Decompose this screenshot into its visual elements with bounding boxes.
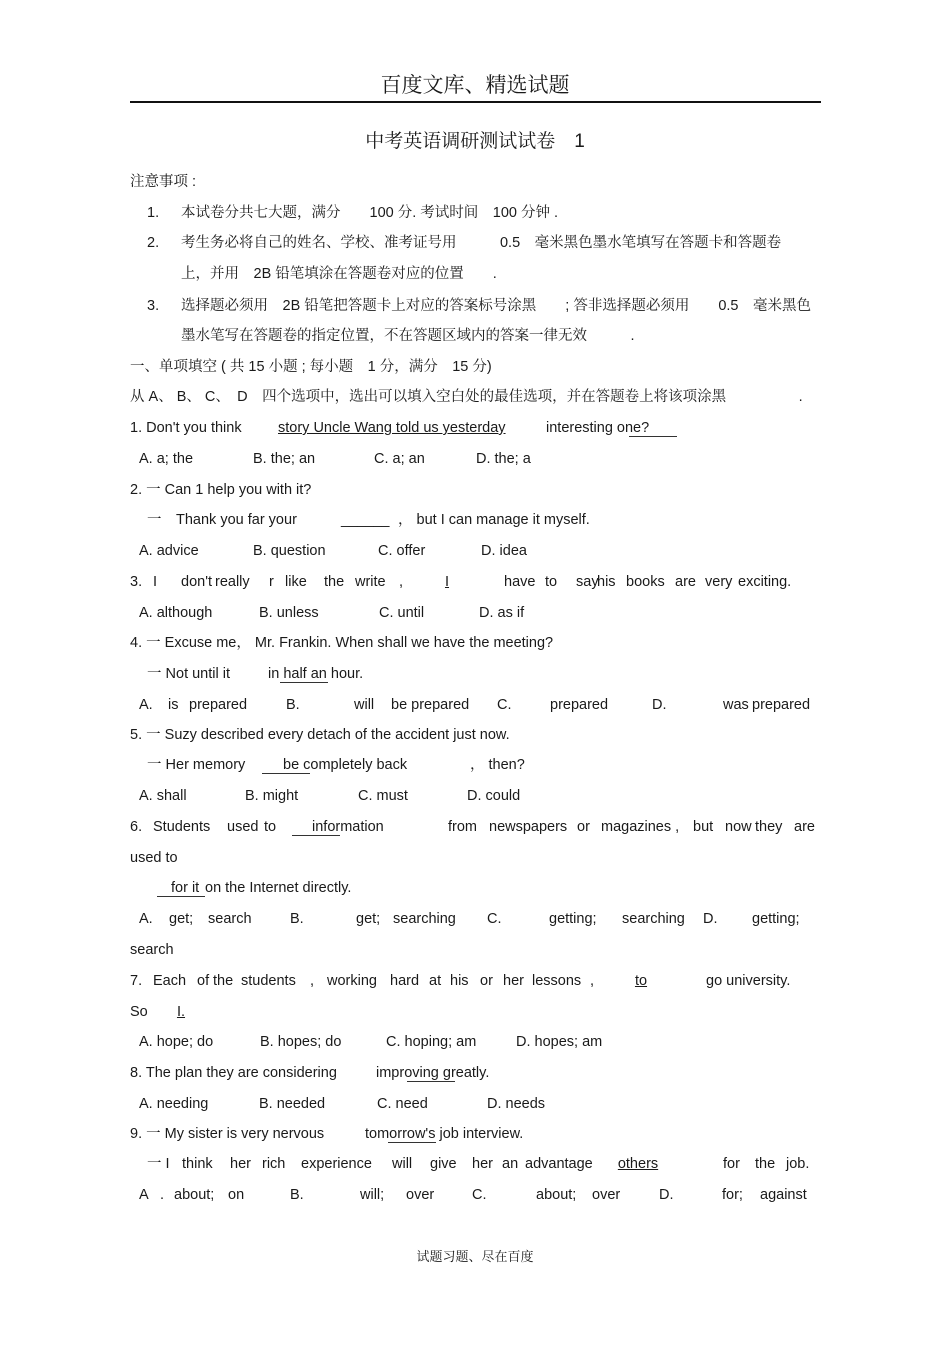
q2-stem-part2: ， but I can manage it myself. [398, 512, 590, 528]
q7-word: Each [153, 973, 187, 989]
q8-option-c: C. need [377, 1096, 428, 1112]
q7-so: So [130, 1004, 148, 1020]
note-2-text-line2: 上，并用 2B 铅笔填涂在答题卷对应的位置 . [181, 266, 497, 282]
q1-stem-part3: interesting one? [546, 420, 650, 436]
q3-word: exciting. [738, 574, 792, 590]
q8-option-b: B. needed [259, 1096, 326, 1112]
q4-option-a-text: prepared [189, 697, 248, 713]
q9-option-d-label: D. [659, 1187, 674, 1203]
q9-stem-part2: tomorrow's job interview. [365, 1126, 524, 1142]
q4-option-d-text: prepared [752, 697, 811, 713]
q7-word: 7. [130, 973, 143, 989]
q3-word: to [545, 574, 558, 590]
q9-word: give [430, 1156, 457, 1172]
q3-word: 3. [130, 574, 143, 590]
q4-option-d-label: D. [652, 697, 667, 713]
q4-option-b-text: be prepared [391, 697, 470, 713]
note-1-text: 本试卷分共七大题，满分 100 分. 考试时间 100 分钟 . [181, 205, 559, 221]
q6-option-a-label: A. [139, 911, 153, 927]
q1-stem-part2: story Uncle Wang told us yesterday [278, 420, 506, 436]
q9-blank-line [388, 1142, 436, 1143]
q3-word: have [504, 574, 536, 590]
q2-stem-line1: 2. 一 Can 1 help you with it? [130, 482, 312, 498]
q3-word: really [215, 574, 250, 590]
section-instruction: 从 A、 B、 C、 D 四个选项中，选出可以填入空白处的最佳选项，并在答题卷上将该项涂黑 . [130, 389, 803, 405]
q9-word: job. [786, 1156, 810, 1172]
q6-word: from [448, 819, 477, 835]
q6-word: used [227, 819, 259, 835]
q9-option-c-label: C. [472, 1187, 487, 1203]
q7-word: go university. [706, 973, 791, 989]
q3-option-a: A. although [139, 605, 213, 621]
q9-word: for [723, 1156, 740, 1172]
q6-word: newspapers [489, 819, 568, 835]
q7-option-c: C. hoping; am [386, 1034, 477, 1050]
q6-option-d-label: D. [703, 911, 718, 927]
q8-blank-line [407, 1081, 455, 1082]
q2-option-d: D. idea [481, 543, 527, 559]
q6-blank-line [292, 835, 340, 836]
q7-word: or [480, 973, 493, 989]
q1-option-b: B. the; an [253, 451, 316, 467]
q6-stem-line2: used to [130, 850, 178, 866]
q9-option-b-label: B. [290, 1187, 304, 1203]
q5-option-c: C. must [358, 788, 408, 804]
q5-option-d: D. could [467, 788, 521, 804]
q4-option-a-text: is [168, 697, 179, 713]
q7-word: her [503, 973, 524, 989]
q1-option-c: C. a; an [374, 451, 425, 467]
header-title: 百度文库、精选试题 [380, 73, 570, 97]
q6-word: 6. [130, 819, 143, 835]
q9-stem-part1: 9. 一 My sister is very nervous [130, 1126, 325, 1142]
note-2-number: 2. [147, 235, 160, 251]
q9-option-c-text: over [592, 1187, 621, 1203]
q6-word: information [312, 819, 384, 835]
q6-word: but [693, 819, 714, 835]
q3-word: his [597, 574, 616, 590]
q7-word: at [429, 973, 442, 989]
q9-option-b-text: over [406, 1187, 435, 1203]
q3-word: are [675, 574, 696, 590]
q7-word: students [241, 973, 296, 989]
q3-word: r [269, 574, 274, 590]
q9-word: her [472, 1156, 493, 1172]
q7-option-d: D. hopes; am [516, 1034, 603, 1050]
q9-option-c-text: about; [536, 1187, 577, 1203]
q9-word: her [230, 1156, 251, 1172]
page-footer: 试题习题、尽在百度 [416, 1249, 534, 1264]
q7-word: , [590, 973, 595, 989]
q4-option-d-text: was [723, 697, 749, 713]
q6-option-d-text-wrap: search [130, 942, 174, 958]
q3-word: books [626, 574, 665, 590]
q6-stem-line3-part1: for it [171, 880, 200, 896]
q9-word: rich [262, 1156, 286, 1172]
note-2-text-line1: 考生务必将自己的姓名、学校、准考证号用 0.5 毫米黑色墨水笔填写在答题卡和答题卷 [181, 235, 782, 251]
q1-option-a: A. a; the [139, 451, 194, 467]
q7-blank: to [634, 973, 648, 989]
q7-word: the [213, 973, 234, 989]
q6-word: or [577, 819, 590, 835]
note-1-number: 1. [147, 205, 160, 221]
q7-word: his [450, 973, 469, 989]
q9-word: will [392, 1156, 413, 1172]
document-title: 中考英语调研测试试卷 1 [365, 131, 585, 152]
q6-blank2-line [157, 896, 205, 897]
q6-option-b-text: get; [356, 911, 381, 927]
q9-word: advantage [525, 1156, 593, 1172]
q6-option-b-text: searching [393, 911, 456, 927]
q3-word: , [399, 574, 404, 590]
q8-stem-part2: improving greatly. [376, 1065, 490, 1081]
q7-word: working [327, 973, 377, 989]
q3-option-d: D. as if [479, 605, 525, 621]
q9-option-d-text: for; [722, 1187, 743, 1203]
q6-option-b-label: B. [290, 911, 304, 927]
section-title: 一、单项填空 ( 共 15 小题 ; 每小题 1 分，满分 15 分) [130, 359, 492, 375]
q3-word: write [355, 574, 386, 590]
note-3-number: 3. [147, 298, 160, 314]
q3-word: the [324, 574, 345, 590]
q9-blank: others [617, 1156, 659, 1172]
q6-option-d-text: getting; [752, 911, 800, 927]
q3-blank: I [444, 574, 450, 590]
q3-option-b: B. unless [259, 605, 319, 621]
notes-heading: 注意事项 : [130, 174, 197, 190]
q5-stem-part2: be completely back [283, 757, 408, 773]
q9-option-a-label: A [139, 1187, 149, 1203]
q6-stem-line3-part2: on the Internet directly. [205, 880, 352, 896]
q6-option-a-text: get; [169, 911, 194, 927]
q2-option-b: B. question [253, 543, 326, 559]
q7-blank2: I. [176, 1004, 186, 1020]
q9-word: an [502, 1156, 519, 1172]
q3-word: like [285, 574, 307, 590]
q6-option-c-text: searching [622, 911, 685, 927]
q6-option-a-text: search [208, 911, 252, 927]
q9-option-b-text: will; [360, 1187, 385, 1203]
q4-option-c-label: C. [497, 697, 512, 713]
q5-option-b: B. might [245, 788, 299, 804]
q9-word: think [182, 1156, 213, 1172]
q1-option-d: D. the; a [476, 451, 531, 467]
q1-blank-line [629, 436, 677, 437]
q8-option-d: D. needs [487, 1096, 546, 1112]
q5-stem-part3: ， then? [470, 757, 525, 773]
q3-word: don't [181, 574, 212, 590]
q3-option-c: C. until [379, 605, 425, 621]
q9-option-a-text: on [228, 1187, 245, 1203]
q4-option-b-text: will [354, 697, 375, 713]
q8-option-a: A. needing [139, 1096, 209, 1112]
q5-blank-line [262, 773, 310, 774]
q6-option-c-text: getting; [549, 911, 597, 927]
q6-word: now [725, 819, 752, 835]
q9-option-a-dot: . [160, 1187, 165, 1203]
q5-stem-line1: 5. 一 Suzy described every detach of the accident just now. [130, 727, 510, 743]
q9-word: experience [301, 1156, 372, 1172]
q2-stem-part1: 一 Thank you far your [147, 512, 297, 528]
q4-option-c-text: prepared [550, 697, 609, 713]
q6-option-c-label: C. [487, 911, 502, 927]
q7-word: , [310, 973, 315, 989]
q2-option-c: C. offer [378, 543, 426, 559]
q2-blank: ______ [341, 512, 390, 528]
note-3-text-line1: 选择题必须用 2B 铅笔把答题卡上对应的答案标号涂黑 ; 答非选择题必须用 0.5 毫米黑色 [181, 298, 811, 314]
q6-word: magazines , [601, 819, 680, 835]
q6-word: to [264, 819, 277, 835]
q8-stem-part1: 8. The plan they are considering [130, 1065, 337, 1081]
q7-word: hard [390, 973, 420, 989]
q3-word: I [153, 574, 158, 590]
q9-word: 一 I [147, 1156, 170, 1172]
q7-word: of [197, 973, 210, 989]
q4-stem-line1: 4. 一 Excuse me， Mr. Frankin. When shall we have the meeting? [130, 635, 554, 651]
q5-option-a: A. shall [139, 788, 187, 804]
q4-blank-line [280, 682, 328, 683]
note-3-text-line2: 墨水笔写在答题卷的指定位置，不在答题区域内的答案一律无效 . [181, 328, 635, 344]
q1-stem-part1: 1. Don't you think [130, 420, 242, 436]
q3-word: say [576, 574, 599, 590]
q9-option-a-text: about; [174, 1187, 215, 1203]
q9-option-d-text: against [760, 1187, 807, 1203]
q6-word: Students [153, 819, 211, 835]
q9-word: the [755, 1156, 776, 1172]
q4-stem-part1: 一 Not until it [147, 666, 230, 682]
q4-option-b-label: B. [286, 697, 300, 713]
q6-word: they [755, 819, 783, 835]
q6-word: are [794, 819, 815, 835]
q7-option-b: B. hopes; do [260, 1034, 342, 1050]
q7-word: lessons [532, 973, 582, 989]
header-divider [130, 101, 821, 103]
q4-stem-part2: in half an hour. [268, 666, 364, 682]
q2-option-a: A. advice [139, 543, 199, 559]
q5-stem-part1: 一 Her memory [147, 757, 246, 773]
q7-option-a: A. hope; do [139, 1034, 214, 1050]
q3-word: very [705, 574, 733, 590]
q4-option-a-label: A. [139, 697, 153, 713]
